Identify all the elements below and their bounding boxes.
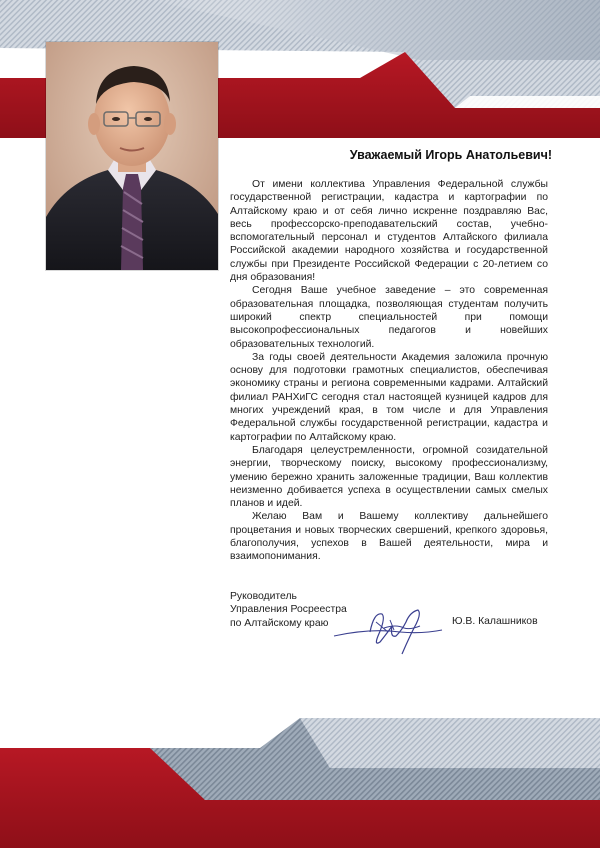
handwritten-signature bbox=[330, 602, 448, 660]
signatory-name: Ю.В. Калашников bbox=[452, 616, 538, 627]
letter-paragraph: От имени коллектива Управления Федеральной службы государственной регистрации, кадастра и картографии по Алтайскому краю и от себя лично искренне поздравляю Вас, весь профессорско-преподавательский состав, учебно-вспомогательный персонал и студентов Алтайского филиала Российской академии народного хозяйства и государственной службы при Президенте Российской Федерации с 20-летием со дня образования! bbox=[230, 179, 548, 284]
letter-paragraph: Сегодня Ваше учебное заведение – это современная образовательная площадка, позволяющая студентам получить широкий спектр специальностей при помощи высокопрофессиональных педагогов и новейших образовательных технологий. bbox=[230, 285, 548, 350]
letter-paragraph: Желаю Вам и Вашему коллективу дальнейшего процветания и новых творческих свершений, крепкого здоровья, благополучия, успехов в Вашей деятельности, мира и взаимопонимания. bbox=[230, 511, 548, 563]
signatory-line: Управления Росреестра bbox=[230, 604, 347, 616]
signatory-line: по Алтайскому краю bbox=[230, 617, 329, 629]
signatory-line: Руководитель bbox=[230, 591, 297, 602]
letter-body bbox=[230, 178, 548, 564]
bottom-stripe-band bbox=[300, 718, 600, 768]
letter-paragraph: За годы своей деятельности Академия заложила прочную основу для подготовки грамотных специалистов, обеспечивая экономику страны и региона современными кадрами. Алтайский филиал РАНХиГС сегодня стал настоящей кузницей кадров для многих учреждений края, в том числе и для Управления Федеральной службы государственной регистрации, кадастра и картографии по Алтайскому краю. bbox=[230, 351, 548, 443]
portrait-photo bbox=[46, 42, 218, 270]
letter-paragraph: Благодаря целеустремленности, огромной созидательной энергии, творческому поиску, высокому профессионализму, умению бережно хранить заложенные традиции, Ваш коллектив неизменно добивается успеха в осуществлении самых смелых планов и идей. bbox=[230, 444, 548, 510]
letter-salutation: Уважаемый Игорь Анатольевич! bbox=[349, 148, 552, 162]
